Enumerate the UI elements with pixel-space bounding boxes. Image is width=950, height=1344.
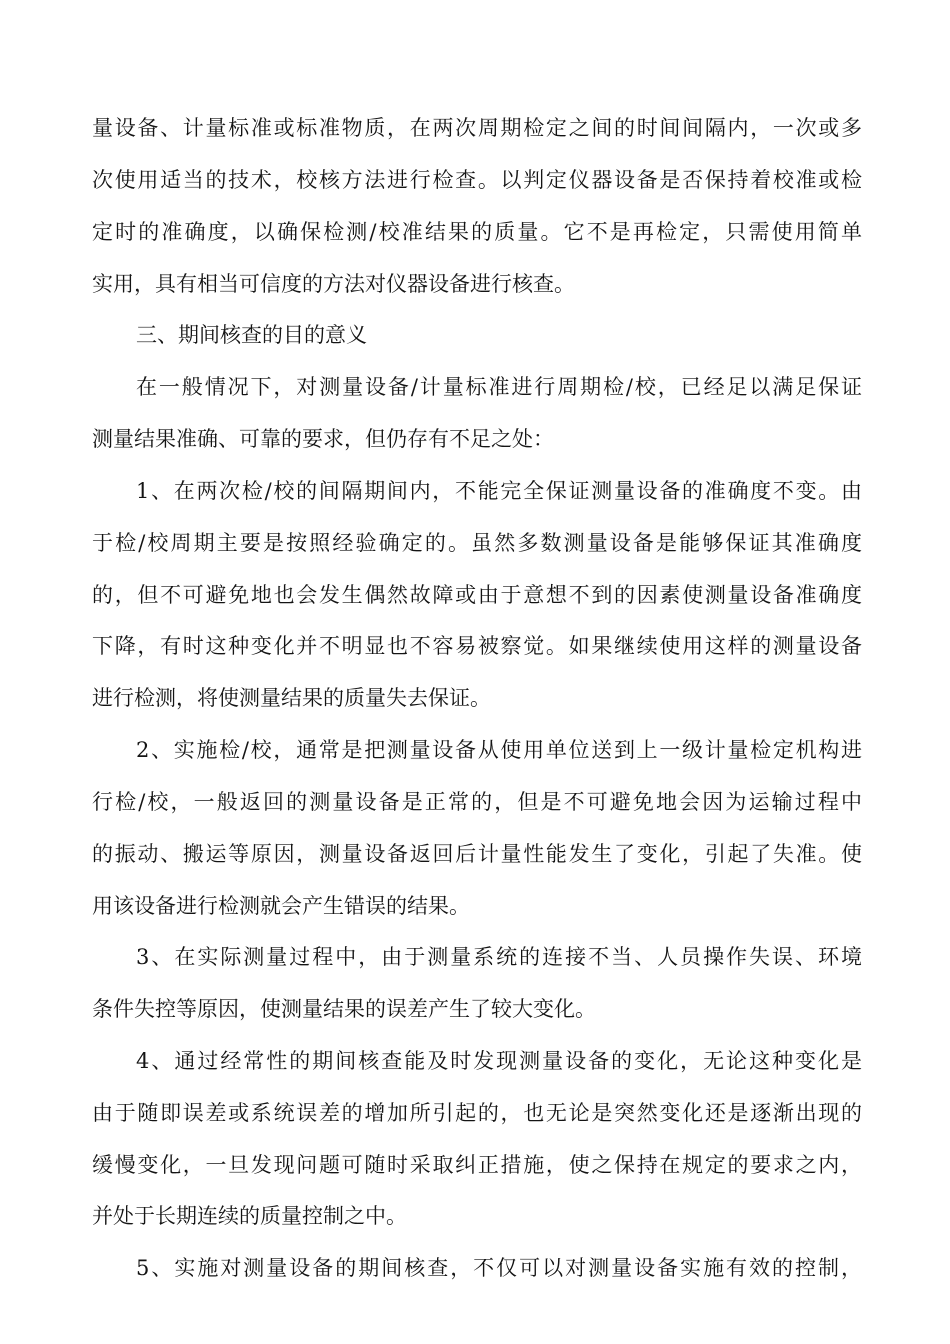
text-line: 实用，具有相当可信度的方法对仪器设备进行核查。 <box>92 272 575 296</box>
text-line: 由于随即误差或系统误差的增加所引起的，也无论是突然变化还是逐渐出现的 <box>92 1101 862 1125</box>
text-line: 的，但不可避免地也会发生偶然故障或由于意想不到的因素使测量设备准确度 <box>92 583 862 607</box>
text-line: 在一般情况下，对测量设备/计量标准进行周期检/校，已经足以满足保证 <box>136 375 862 399</box>
text-line: 次使用适当的技术，校核方法进行检查。以判定仪器设备是否保持着校准或检 <box>92 168 862 192</box>
text-line: 定时的准确度，以确保检测/校准结果的质量。它不是再检定，只需使用简单 <box>92 220 862 244</box>
text-line: 1、在两次检/校的间隔期间内，不能完全保证测量设备的准确度不变。由 <box>136 479 862 503</box>
text-line: 行检/校，一般返回的测量设备是正常的，但是不可避免地会因为运输过程中 <box>92 790 862 814</box>
text-line: 的振动、搬运等原因，测量设备返回后计量性能发生了变化，引起了失准。使 <box>92 842 862 866</box>
text-line: 于检/校周期主要是按照经验确定的。虽然多数测量设备是能够保证其准确度 <box>92 531 862 555</box>
text-line: 进行检测，将使测量结果的质量失去保证。 <box>92 686 491 710</box>
text-line: 条件失控等原因，使测量结果的误差产生了较大变化。 <box>92 997 596 1021</box>
text-line: 缓慢变化，一旦发现问题可随时采取纠正措施，使之保持在规定的要求之内， <box>92 1153 862 1177</box>
text-line: 下降，有时这种变化并不明显也不容易被察觉。如果继续使用这样的测量设备 <box>92 634 862 658</box>
text-line: 4、通过经常性的期间核查能及时发现测量设备的变化，无论这种变化是 <box>136 1049 862 1073</box>
section-heading: 三、期间核查的目的意义 <box>136 323 367 347</box>
text-line: 用该设备进行检测就会产生错误的结果。 <box>92 894 470 918</box>
text-line: 2、实施检/校，通常是把测量设备从使用单位送到上一级计量检定机构进 <box>136 738 862 762</box>
text-line: 5、实施对测量设备的期间核查，不仅可以对测量设备实施有效的控制， <box>136 1256 862 1280</box>
text-line: 并处于长期连续的质量控制之中。 <box>92 1204 407 1228</box>
text-line: 3、在实际测量过程中，由于测量系统的连接不当、人员操作失误、环境 <box>136 945 862 969</box>
text-line: 测量结果准确、可靠的要求，但仍存有不足之处： <box>92 427 554 451</box>
text-line: 量设备、计量标准或标准物质，在两次周期检定之间的时间间隔内，一次或多 <box>92 116 862 140</box>
